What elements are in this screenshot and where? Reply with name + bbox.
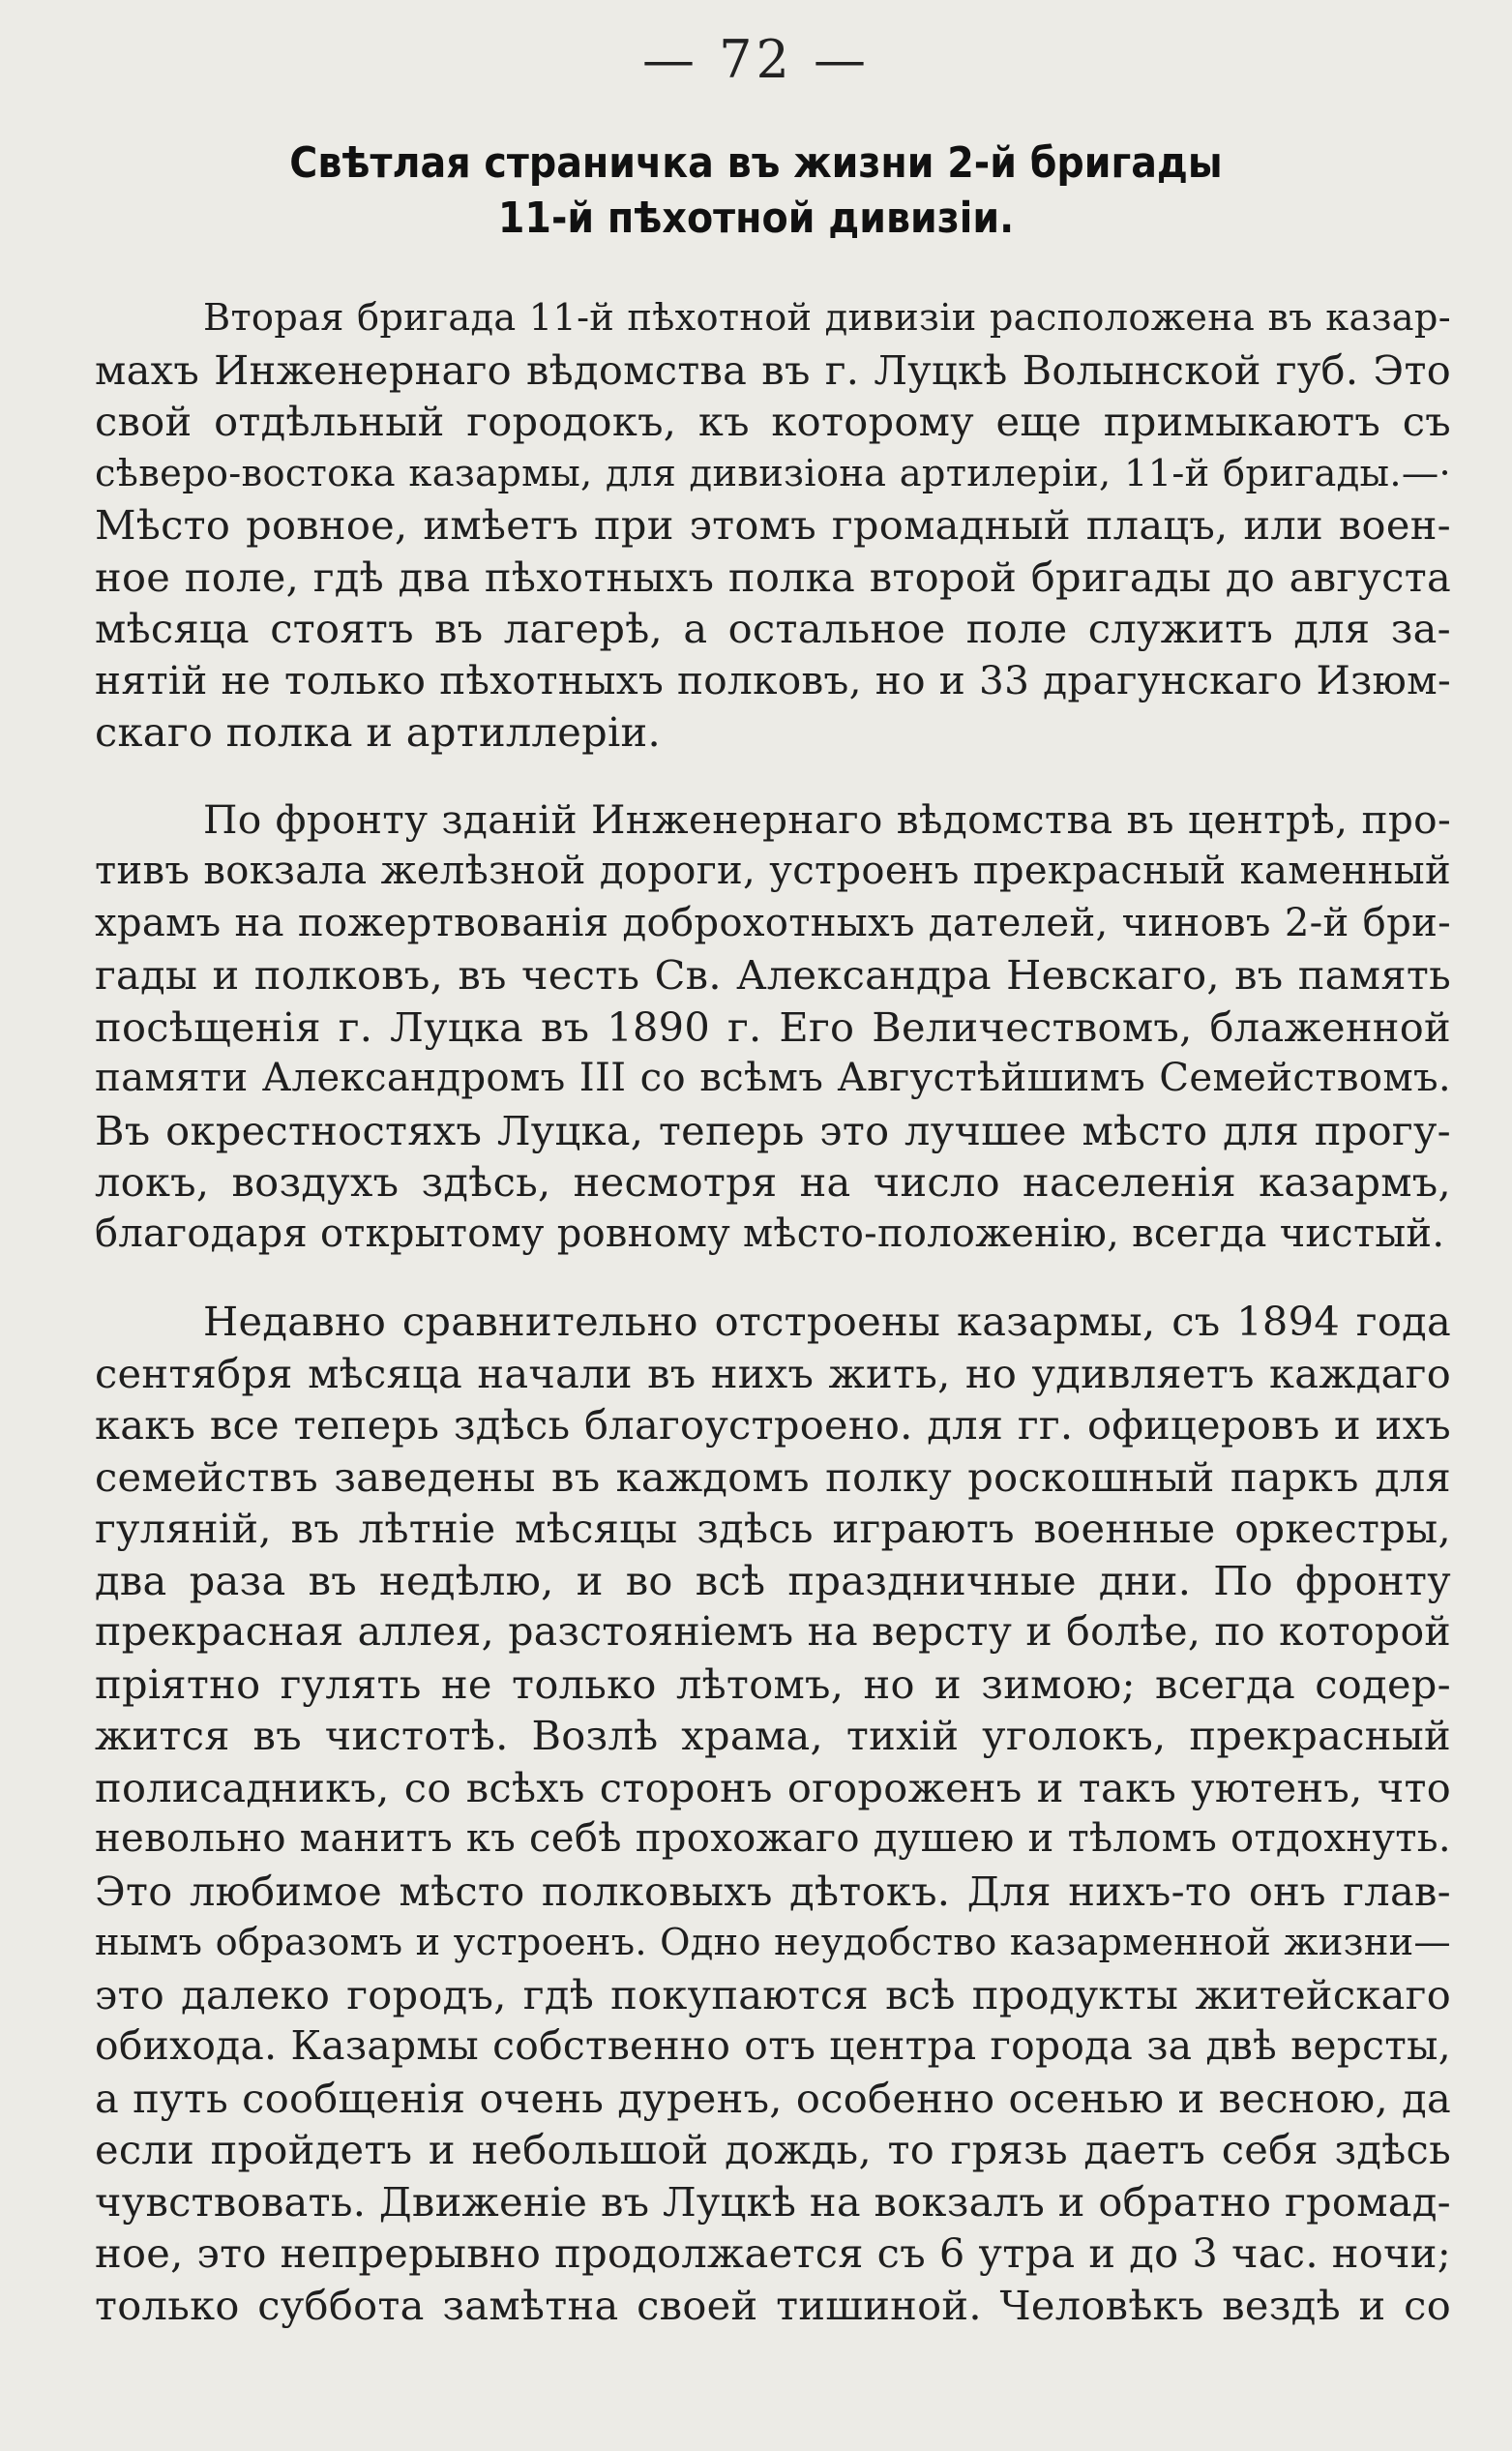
text-line: Недавно сравнительно отстроены казармы, съ 1894 года [203,1298,1451,1345]
text-line: сѣверо-востока казармы, для дивизіона артилеріи, 11-й бригады.—· [95,451,1451,495]
text-line: храмъ на пожертвованія доброхотныхъ дателей, чиновъ 2-й бри- [95,900,1451,945]
article-title [250,135,1262,246]
paragraph [95,292,1451,759]
text-line: ное, это непрерывно продолжается съ 6 утра и до 3 час. ночи; [95,2229,1451,2277]
title-line: 11-й пѣхотной дивизіи. [497,194,1015,243]
text-line: Вторая бригада 11-й пѣхотной дивизіи расположена въ казар- [203,296,1451,340]
article-body [95,292,1451,2331]
paragraph-gap [95,759,1451,794]
text-line: гады и полковъ, въ честь Св. Александра Невскаго, въ память [95,951,1451,999]
text-line: свой отдѣльный городокъ, къ которому еще примыкаютъ съ [95,398,1451,445]
paragraph [95,1296,1451,2331]
paragraph-gap [95,1260,1451,1296]
text-line: семействъ заведены въ каждомъ полку роскошный паркъ для [95,1452,1451,1501]
text-line: нятій не только пѣхотныхъ полковъ, но и 33 драгунскаго Изюм- [95,656,1451,703]
text-line: нымъ образомъ и устроенъ. Одно неудобство казарменной жизни— [95,1921,1451,1964]
text-line: скаго полка и артиллеріи. [95,708,661,756]
text-line: тивъ вокзала желѣзной дороги, устроенъ прекрасный каменный [95,849,1451,893]
text-line: Это любимое мѣсто полковыхъ дѣтокъ. Для нихъ-то онъ глав- [95,1867,1451,1915]
title-line: Свѣтлая страничка въ жизни 2-й бригады [289,138,1223,188]
text-line: ное поле, гдѣ два пѣхотныхъ полка второй бригады до августа [95,553,1451,601]
text-line: невольно манитъ къ себѣ прохожаго душею и тѣломъ отдохнуть. [95,1816,1451,1861]
text-line: благодаря открытому ровному мѣсто-положенію, всегда чистый. [95,1211,1445,1256]
text-line: гуляній, въ лѣтніе мѣсяцы здѣсь играютъ военные оркестры, [95,1505,1451,1552]
text-line: это далеко городъ, гдѣ покупаются всѣ продукты житейскаго [95,1970,1451,2018]
text-line: сентября мѣсяца начали въ нихъ жить, но удивляетъ каждаго [95,1349,1451,1397]
text-line: какъ все теперь здѣсь благоустроено. для гг. офицеровъ и ихъ [95,1401,1451,1449]
text-line: локъ, воздухъ здѣсь, несмотря на число населенія казармъ, [95,1158,1451,1206]
text-line: прекрасная аллея, разстояніемъ на версту и болѣе, по которой [95,1608,1451,1655]
text-line: полисадникъ, со всѣхъ сторонъ огороженъ и такъ уютенъ, что [95,1763,1451,1811]
text-line: памяти Александромъ III со всѣмъ Августѣйшимъ Семействомъ. [95,1056,1451,1100]
text-line: а путь сообщенія очень дуренъ, особенно осенью и весною, да [95,2074,1451,2122]
page-number: — 72 — [641,29,871,90]
text-line: По фронту зданій Инженернаго вѣдомства въ центрѣ, про- [203,795,1451,843]
text-line: посѣщенія г. Луцка въ 1890 г. Его Величествомъ, блаженной [95,1002,1451,1051]
text-line: только суббота замѣтна своей тишиной. Человѣкъ вездѣ и со [95,2281,1451,2329]
text-line: Въ окрестностяхъ Луцка, теперь это лучшее мѣсто для прогу- [95,1106,1451,1154]
text-line: жится въ чистотѣ. Возлѣ храма, тихій уголокъ, прекрасный [95,1712,1451,1759]
text-line: если пройдетъ и небольшой дождь, то грязь даетъ себя здѣсь [95,2126,1451,2173]
text-line: пріятно гулять не только лѣтомъ, но и зимою; всегда содер- [95,1659,1451,1708]
text-line: два раза въ недѣлю, и во всѣ праздничные дни. По фронту [95,1556,1451,1604]
paragraph [95,794,1451,1261]
text-line: мѣсяца стоятъ въ лагерѣ, а остальное поле служитъ для за- [95,605,1451,652]
text-line: Мѣсто ровное, имѣетъ при этомъ громадный плацъ, или воен- [95,501,1451,549]
text-line: чувствовать. Движеніе въ Луцкѣ на вокзалъ и обратно громад- [95,2177,1451,2226]
text-line: обихода. Казармы собственно отъ центра города за двѣ версты, [95,2022,1451,2069]
text-line: махъ Инженернаго вѣдомства въ г. Луцкѣ Волынской губ. Это [95,345,1451,394]
